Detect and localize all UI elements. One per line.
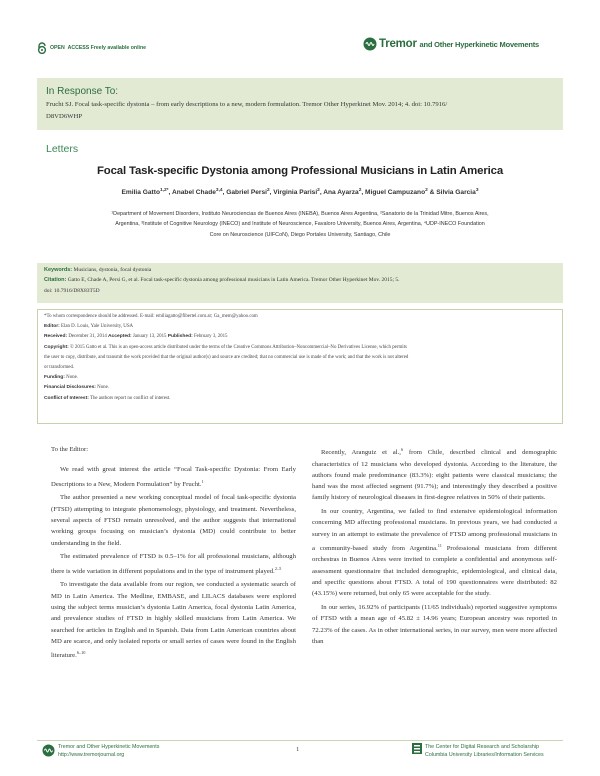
- journal-name-sub: and Other Hyperkinetic Movements: [419, 40, 539, 49]
- accepted-label: Accepted:: [108, 334, 132, 340]
- body-paragraph: In our series, 16.92% of participants (11/65 individuals) reported suggestive symptoms of FTSD with a mean age of 45.82 ± 14.96 years; European ancestry was reported in 72.23% of the cases. As in other international series, in our survey, men were more affected than: [312, 603, 557, 645]
- body-column-right: [312, 444, 557, 649]
- tremor-journal-logo-icon: [363, 37, 377, 51]
- footer-cdrs-org: Columbia University Libraries/Information Services: [425, 752, 544, 758]
- keywords-value: Musicians, dystonia, focal dystonia: [73, 267, 152, 273]
- body-paragraph: Recently, Aranguiz et al.,$^6$ from Chile, described clinical and demographic characteristics of 12 musicians who developed dystonia. According to the literature, the authors found male predominance (83.3%): eight patients were classical musicians; the hand was the most affected segment (91.7%); and interestingly they described a positive family history of neurological diseases in first-degree relatives in 50% of their patients.: [312, 447, 558, 502]
- author-affil-sup: 3,4: [215, 188, 223, 193]
- open-access-label: OPEN ACCESS Freely available online: [50, 45, 147, 51]
- received-date: December 31, 2014: [68, 334, 107, 340]
- body-paragraph: The estimated prevalence of FTSD is 0.5–1% for all professional musicians, although there is wide variation in different populations and in the type of instrument played.$^{2-5}$: [51, 553, 296, 575]
- affiliation-line: Core on Neuroscience (UIFCoN), Diego Portales University, Santiago, Chile: [209, 231, 391, 238]
- copyright-text: © 2015 Gatto et al. This is an open-access article distributed under the terms of the Creative Commons Attribution–Noncommercial–No Derivatives License, which permits: [69, 344, 407, 350]
- received-label: Received:: [44, 334, 68, 340]
- published-date: February 3, 2015: [193, 334, 228, 340]
- author-list: Emilia Gatto$^{1,2*}$, Anabel Chade$^{3,4}$, Gabriel Persi$^2$, Virginia Parisi$^2$, Ana Ayarza$^2$, Miguel Campuzano$^2$ & Silvia Garcia$^3$: [121, 188, 479, 197]
- copyright-text: or transformed.: [44, 365, 75, 371]
- affiliation-line: ¹Department of Movement Disorders, Instituto Neurociencias de Buenos Aires (INEBA), Buenos Aires Argentina, ²Sanatorio de la Trinidad Mitre, Buenos Aires,: [111, 211, 489, 217]
- footer-journal-url[interactable]: http://www.tremorjournal.org: [58, 752, 125, 758]
- accepted-date: January 13, 2015: [132, 334, 167, 340]
- citation-value: Gatto E, Chade A, Persi G, et al. Focal task-specific dystonia among professional musicians in Latin America. Tremor Other Hyperkinet Mov. 2015; 5.: [67, 277, 400, 284]
- citation-ref: 6: [400, 447, 404, 452]
- body-paragraph: We read with great interest the article “Focal Task-specific Dystonia: From Early Descriptions to a New, Modern Formulation” by Frucht.$^1$: [51, 466, 297, 488]
- author-affil-sup: 2: [425, 188, 428, 193]
- citation-doi: doi: 10.7916/D8X83T5D: [44, 287, 100, 294]
- affiliation-line: Argentina, ³Institute of Cognitive Neurology (INECO) and Institute of Neuroscience, Favaloro University, Buenos Aires, Argentina, ⁴UDP-INECO Foundation: [115, 221, 485, 228]
- author-name: Gabriel Persi: [226, 189, 267, 197]
- author-name: Miguel Campuzano: [365, 189, 426, 197]
- citation-ref: 2–5: [274, 565, 282, 571]
- editor-value: Elan D. Louis, Yale University, USA: [61, 324, 134, 330]
- funding-label: Funding:: [44, 375, 65, 381]
- author-name: Anabel Chade: [171, 189, 216, 197]
- tremor-footer-logo-icon: [42, 744, 55, 757]
- in-response-heading: In Response To:: [46, 86, 119, 97]
- editor-label: Editor:: [44, 324, 60, 330]
- author-name: Virginia Parisi: [273, 189, 318, 197]
- correspondence-note: *To whom correspondence should be addressed. E-mail: emiliagatto@fibertel.com.ar; Ga_mem@yahoo.com: [44, 314, 258, 319]
- author-name: Silvia Garcia: [436, 189, 476, 197]
- author-affil-sup: 3: [475, 188, 479, 193]
- financial-disclosures-value: None.: [97, 385, 109, 391]
- article-meta: [44, 312, 556, 404]
- citation-label: Citation:: [44, 277, 67, 284]
- keywords-label: Keywords:: [44, 267, 73, 273]
- author-affil-sup: 2: [358, 188, 362, 193]
- author-affil-sup: 1,2*: [159, 188, 169, 193]
- financial-disclosures-label: Financial Disclosures:: [44, 385, 96, 391]
- author-name: Emilia Gatto: [121, 189, 160, 197]
- in-response-line: Frucht SJ. Focal task-specific dystonia – from early descriptions to a new, modern formulation. Tremor Other Hyperkinet Mov. 2014; 4. doi: 10.7916/: [46, 101, 448, 108]
- journal-name-main: Tremor: [379, 38, 417, 50]
- body-column-left: [51, 444, 296, 664]
- affiliations: [44, 209, 556, 240]
- keywords-citation: [44, 265, 556, 296]
- citation-ref: 11: [437, 542, 442, 548]
- copyright-label: Copyright:: [44, 344, 69, 350]
- footer-cdrs-name: The Center for Digital Research and Scholarship: [425, 744, 539, 750]
- citation-ref: 6–10: [76, 650, 86, 656]
- citation-ref: 1: [201, 478, 204, 484]
- page-number: 1: [296, 746, 300, 753]
- published-label: Published:: [167, 334, 193, 340]
- salutation: To the Editor:: [51, 446, 89, 453]
- in-response-doi: D8VD6WHP: [46, 113, 83, 120]
- section-label: Letters: [46, 143, 79, 155]
- footer-journal: [58, 743, 159, 759]
- body-paragraph: The author presented a new working conceptual model of focal task-specific dystonia (FTSD) attempting to integrate phenomenology, physiology, and treatment. Nevertheless, several aspects of FTSD remain unresolved, and the author suggests that international working groups focusing on musician’s dystonia (MD) could contribute to better understanding in the field.: [51, 494, 296, 547]
- author-affil-sup: 2: [266, 188, 270, 193]
- cdrs-logo-icon: [412, 743, 422, 754]
- footer-divider: [37, 740, 563, 741]
- funding-value: None.: [66, 375, 78, 381]
- conflict-value: The authors report no conflict of interest.: [89, 395, 171, 401]
- body-paragraph: To investigate the data available from our region, we conducted a systematic search of MD in Latin America. The Medline, EMBASE, and LILACS databases were explored using the subject terms musician’s dystonia Latin America, focal dystonia Latin America, and prevalence studies of FTSD in highly skilled musicians from Latin America. We searched for articles in English and in Spanish. Data from Latin American countries about MD are scarce, and only isolated reports or small series of cases were found in the English literature.$^{6-10}$: [51, 581, 296, 660]
- author-affil-sup: 2: [317, 188, 320, 193]
- journal-title: [379, 38, 539, 50]
- in-response-citation: [46, 99, 554, 123]
- conflict-label: Conflict of Interest:: [44, 395, 89, 401]
- copyright-text: the user to copy, distribute, and transmit the work provided that the original author(s) and source are credited; that no commercial use is made of the work; and that the work is not altered: [44, 354, 409, 360]
- article-title: Focal Task-specific Dystonia among Professional Musicians in Latin America: [96, 165, 504, 177]
- body-paragraph: In our country, Argentina, we failed to find extensive epidemiological information concerning MD affecting professional musicians. In previous years, we had conducted a survey in an attempt to estimate the prevalence of FTSD among professional musicians in a community-based study from Argentina.$^{11}$ Professional musicians from different orchestras in Buenos Aires were invited to complete a confidential and anonymous self-assessment questionnaire that included demographic, epidemiological, and clinical data, and specific questions about FTSD. A total of 190 questionnaires were distributed: 82 (43.15%) were returned, but only 65 were acceptable for the study.: [312, 508, 557, 598]
- open-access-lock-icon: [36, 42, 48, 54]
- footer-cdrs: [425, 743, 544, 759]
- author-name: Ana Ayarza: [323, 189, 359, 197]
- footer-journal-name: Tremor and Other Hyperkinetic Movements: [58, 744, 160, 750]
